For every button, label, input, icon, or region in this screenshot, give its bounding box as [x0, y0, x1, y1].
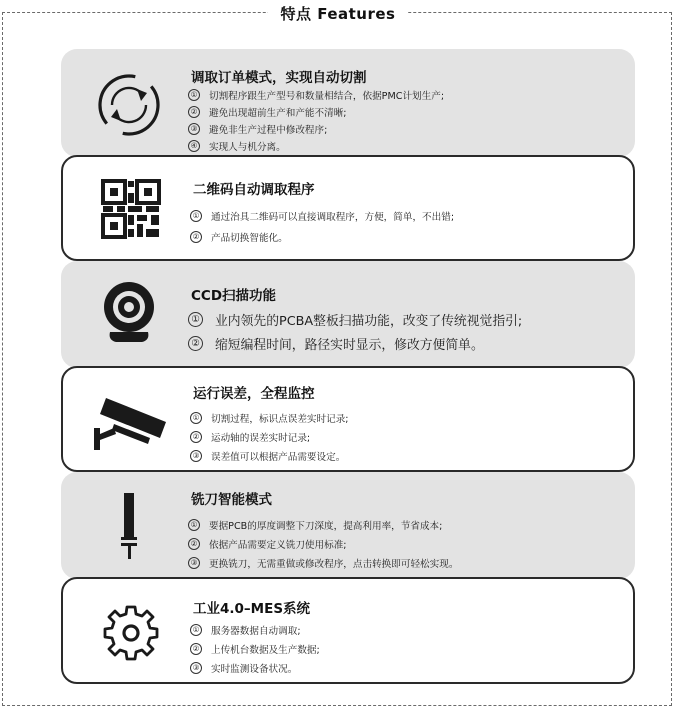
- feature-card-ccd-scan: [61, 261, 635, 368]
- list-item: ② 运动轴的误差实时记录;: [190, 427, 349, 446]
- list-item: ③ 更换铣刀，无需重做或修改程序，点击转换即可轻松实现。: [188, 553, 458, 572]
- card-title: 工业4.0–MES系统: [193, 601, 311, 617]
- list-item: ③ 实时监测设备状况。: [190, 658, 320, 677]
- list-item: ③ 避免非生产过程中修改程序;: [188, 120, 444, 137]
- card-title: 运行误差，全程监控: [193, 386, 315, 402]
- list-item: ② 上传机台数据及生产数据;: [190, 639, 320, 658]
- feature-card-error-monitor: [61, 366, 635, 472]
- list-item: ② 依据产品需要定义铣刀使用标准;: [188, 534, 458, 553]
- webcam-icon: [89, 273, 169, 353]
- gear-icon: [91, 593, 171, 673]
- feature-list: [190, 408, 349, 465]
- milling-cutter-icon: [89, 486, 169, 566]
- list-item: ① 要据PCB的厚度调整下刀深度，提高利用率，节省成本;: [188, 515, 458, 534]
- feature-card-milling-cutter: [61, 472, 635, 579]
- list-item: ① 通过治具二维码可以直接调取程序，方便，简单，不出错;: [190, 205, 454, 226]
- section-header: [268, 3, 408, 25]
- card-title: 二维码自动调取程序: [193, 182, 315, 198]
- list-item: ② 产品切换智能化。: [190, 226, 454, 247]
- list-item: ② 缩短编程时间，路径实时显示，修改方便简单。: [188, 331, 522, 355]
- list-item: ③ 误差值可以根据产品需要设定。: [190, 446, 349, 465]
- feature-card-order-mode: [61, 49, 635, 157]
- feature-list: [188, 86, 444, 154]
- feature-card-mes-system: [61, 577, 635, 684]
- list-item: ① 业内领先的PCBA整板扫描功能，改变了传统视觉指引;: [188, 307, 522, 331]
- list-item: ④ 实现人与机分离。: [188, 137, 444, 154]
- card-title: CCD扫描功能: [191, 288, 277, 304]
- security-camera-icon: [91, 380, 171, 460]
- qr-code-icon: [91, 169, 171, 249]
- card-title: 铣刀智能模式: [191, 492, 272, 508]
- section-title: 特点 Features: [280, 5, 396, 23]
- list-item: ① 切割程序跟生产型号和数量相结合，依据PMC计划生产;: [188, 86, 444, 103]
- card-title: 调取订单模式，实现自动切割: [191, 70, 367, 86]
- list-item: ① 服务器数据自动调取;: [190, 620, 320, 639]
- feature-list: [188, 307, 522, 355]
- list-item: ② 避免出现超前生产和产能不清晰;: [188, 103, 444, 120]
- feature-list: [190, 205, 454, 247]
- list-item: ① 切割过程，标识点误差实时记录;: [190, 408, 349, 427]
- feature-card-qr-code: [61, 155, 635, 261]
- feature-list: [190, 620, 320, 677]
- feature-list: [188, 515, 458, 572]
- sync-arrows-icon: [89, 65, 169, 145]
